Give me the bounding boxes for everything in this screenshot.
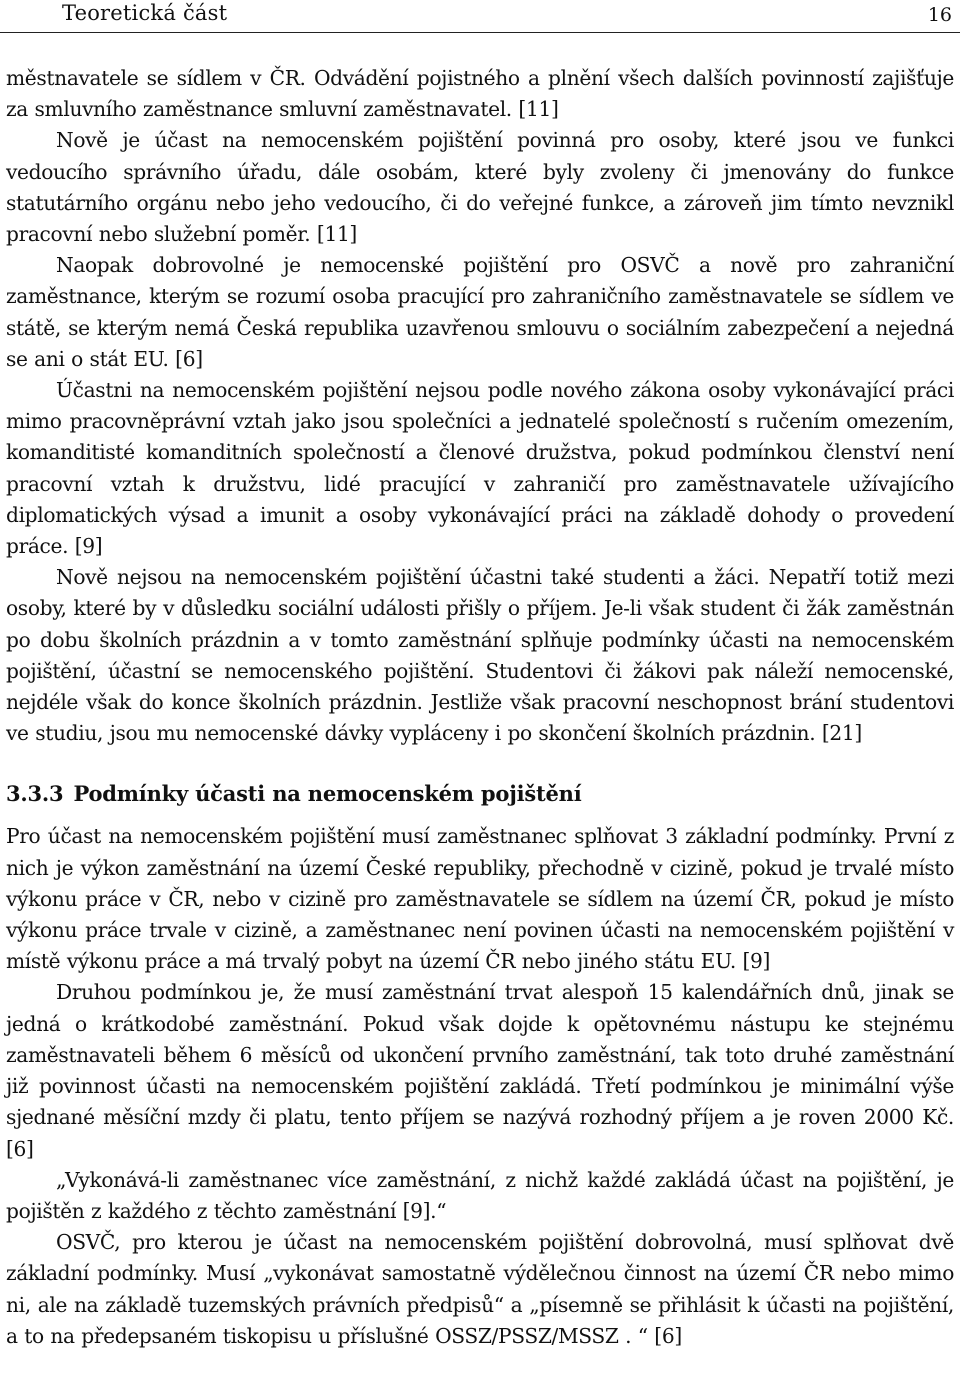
section-number: 3.3.3 — [6, 781, 64, 807]
body-paragraph: „Vykonává-li zaměstnanec více zaměstnání, z nichž každé zakládá účast na pojištění, je pojištěn z každého z těchto zaměstnání [9].“ — [6, 1167, 954, 1223]
body-paragraph: Účastni na nemocenském pojištění nejsou podle nového zákona osoby vykonávající práci mimo pracovněprávní vztah jako jsou společníci a jednatelé společností s ručením omezením, komanditisté komanditních společností a členové družstva, pokud podmínkou členství není pracovní vztah k družstvu, lidé pracující v zahraničí pro zaměstnavatele užívajícího diplomatických výsad a imunit a osoby vykonávající práci na základě dohody o provedení práce. [9] — [6, 378, 954, 559]
paragraphs-before-section — [6, 63, 954, 749]
body-paragraph: Pro účast na nemocenském pojištění musí zaměstnanec splňovat 3 základní podmínky. První z nich je výkon zaměstnání na území České republiky, přechodně v cizině, pokud je trvalé místo výkonu práce v ČR, nebo v cizině pro zaměstnavatele se sídlem na území ČR, pokud je místo výkonu práce trvale v cizině, a zaměstnanec není povinen účasti na nemocenském pojištění v místě výkonu práce a má trvalý pobyt na území ČR nebo jiného státu EU. [9] — [6, 824, 954, 974]
section-title: Podmínky účasti na nemocenském pojištění — [73, 781, 582, 807]
page-header — [0, 0, 960, 36]
body-paragraph: OSVČ, pro kterou je účast na nemocenském pojištění dobrovolná, musí splňovat dvě základní podmínky. Musí „vykonávat samostatně výdělečnou činnost na území ČR nebo mimo ni, ale na základě tuzemských právních předpisů“ a „písemně se přihlásit k účasti na pojištění, a to na předepsaném tiskopisu u příslušné OSSZ/PSSZ/MSSZ . “ [6] — [6, 1230, 954, 1348]
page-number: 16 — [927, 4, 952, 26]
page-body — [6, 63, 954, 1352]
header-title: Teoretická část — [62, 1, 228, 25]
body-paragraph: městnavatele se sídlem v ČR. Odvádění pojistného a plnění všech dalších povinností zajišťuje za smluvního zaměstnance smluvní zaměstnavatel. [11] — [6, 66, 954, 122]
body-paragraph: Druhou podmínkou je, že musí zaměstnání trvat alespoň 15 kalendářních dnů, jinak se jedná o krátkodobé zaměstnání. Pokud však dojde k opětovnému nástupu ke stejnému zaměstnavateli během 6 měsíců od ukončení prvního zaměstnání, tak toto druhé zaměstnání již povinnost účasti na nemocenském pojištění zakládá. Třetí podmínkou je minimální výše sjednané měsíční mzdy či platu, tento příjem se nazývá rozhodný příjem a je roven 2000 Kč. [6] — [6, 980, 954, 1161]
body-paragraph: Naopak dobrovolné je nemocenské pojištění pro OSVČ a nově pro zahraniční zaměstnance, kterým se rozumí osoba pracující pro zahraničního zaměstnavatele se sídlem ve státě, se kterým nemá Česká republika uzavřenou smlouvu o sociálním zabezpečení a nejedná se ani o stát EU. [6] — [6, 253, 954, 371]
header-divider — [0, 32, 960, 33]
paragraphs-after-section — [6, 821, 954, 1351]
body-paragraph: Nově je účast na nemocenském pojištění povinná pro osoby, které jsou ve funkci vedoucího správního úřadu, dále osobám, které byly zvoleny či jmenovány do funkce statutárního orgánu nebo jeho vedoucího, či do veřejné funkce, a zároveň jim tímto nevznikl pracovní nebo služební poměr. [11] — [6, 128, 954, 247]
section-heading — [6, 779, 954, 809]
body-paragraph: Nově nejsou na nemocenském pojištění účastni také studenti a žáci. Nepatří totiž mezi osoby, které by v důsledku sociální události přišly o příjem. Je-li však student či žák zaměstnán po dobu školních prázdnin a v tomto zaměstnání splňuje podmínky účasti na nemocenském pojištění, účastní se nemocenského pojištění. Studentovi či žákovi pak náleží nemocenské, nejdéle však do konce školních prázdnin. Jestliže však pracovní neschopnost brání studentovi ve studiu, jsou mu nemocenské dávky vypláceny i po skončení školních prázdnin. [21] — [6, 565, 954, 746]
